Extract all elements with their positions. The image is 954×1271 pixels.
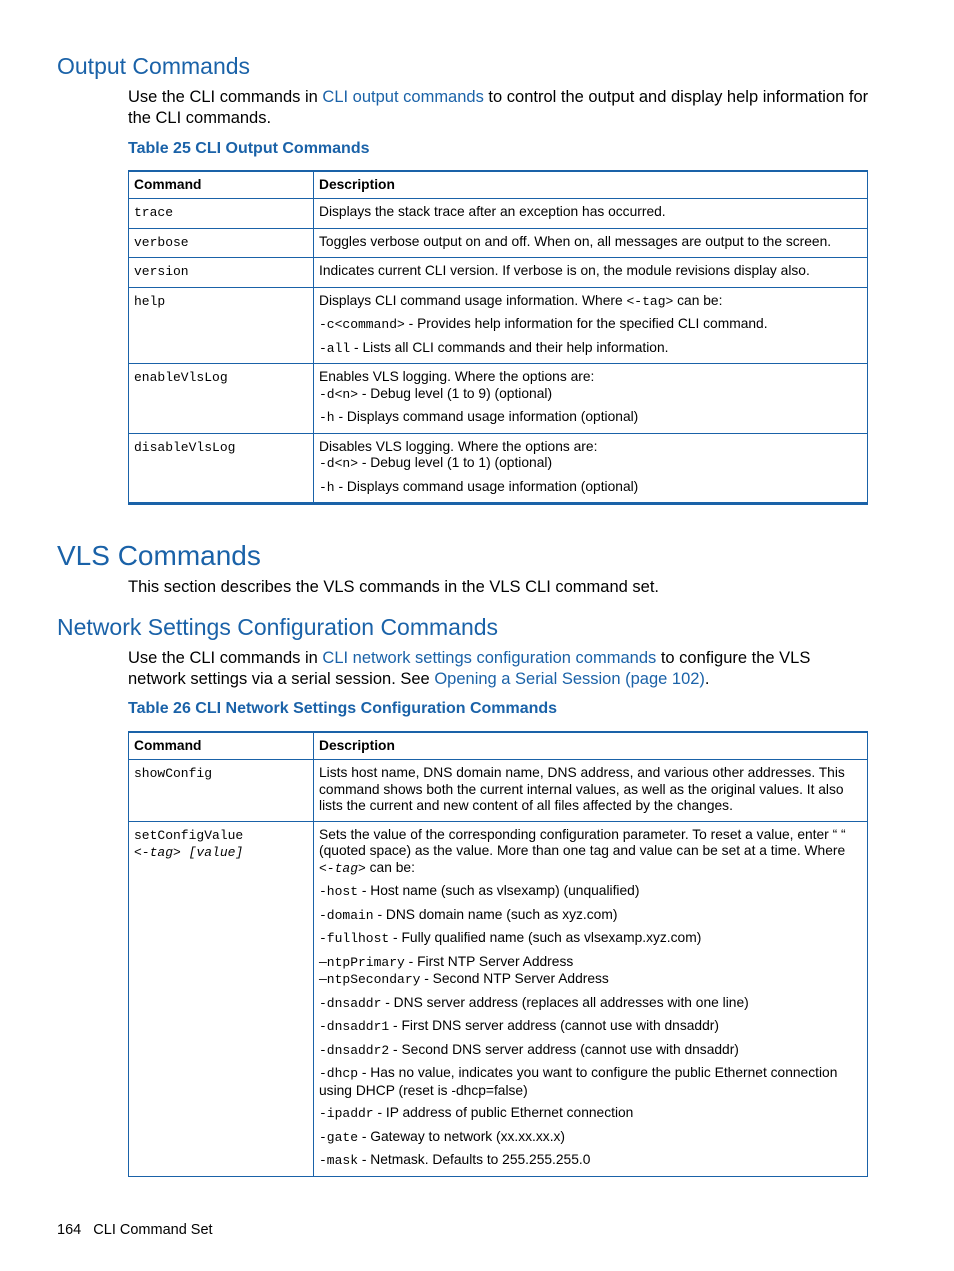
description-line xyxy=(319,479,862,497)
table-row xyxy=(129,760,868,822)
option-code: -all xyxy=(319,340,351,356)
intro-text-mid: to configure the VLS network settings via a serial session. See xyxy=(128,649,811,688)
description-line xyxy=(319,995,862,1013)
description-text: - Second DNS server address (cannot use with dnsaddr) xyxy=(389,1041,739,1057)
cli-output-commands-link[interactable]: CLI output commands xyxy=(322,88,484,106)
section-heading-vls-commands: VLS Commands xyxy=(57,540,261,571)
cli-network-settings-link[interactable]: CLI network settings configuration commands xyxy=(322,649,657,667)
command-name: help xyxy=(134,293,166,309)
description-line xyxy=(319,340,862,358)
vls-commands-intro: This section describes the VLS commands in the VLS CLI command set. xyxy=(128,578,659,596)
description-line xyxy=(319,1152,862,1170)
description-text: - Fully qualified name (such as vlsexamp.xyz.com) xyxy=(389,930,702,945)
description-line xyxy=(319,930,862,948)
table-row xyxy=(129,228,868,258)
command-cell xyxy=(129,199,314,229)
description-text: - Debug level (1 to 9) (optional) xyxy=(358,385,553,401)
option-code: -mask xyxy=(319,1153,359,1168)
description-text: can be: xyxy=(365,859,415,875)
description-line xyxy=(319,1065,862,1099)
command-name: trace xyxy=(134,205,174,220)
description-text: - Debug level (1 to 1) (optional) xyxy=(358,455,553,470)
option-code: -dhcp xyxy=(319,1066,359,1081)
description-cell xyxy=(314,760,868,822)
description-text: can be: xyxy=(673,292,723,308)
description-line xyxy=(319,1129,862,1147)
description-line xyxy=(319,1042,862,1060)
description-cell xyxy=(314,199,868,229)
description-cell xyxy=(314,287,868,364)
command-cell xyxy=(129,258,314,288)
option-code: -d<n> xyxy=(319,456,359,471)
description-text: - Provides help information for the specified CLI command. xyxy=(404,316,768,331)
command-cell xyxy=(129,364,314,434)
option-code: -dnsaddr2 xyxy=(319,1042,390,1058)
description-line xyxy=(319,883,862,901)
description-text: Sets the value of the corresponding configuration parameter. To reset a value, enter “ “ (quoted space) as the value. More than one tag and value can be set at a time. Where xyxy=(319,826,846,858)
description-text: - Lists all CLI commands and their help information. xyxy=(350,339,669,355)
option-code: <-tag> xyxy=(319,860,366,876)
command-cell xyxy=(129,821,314,1176)
option-code: -d<n> xyxy=(319,386,359,402)
footer-title: CLI Command Set xyxy=(93,1222,213,1238)
command-args: <-tag> [value] xyxy=(134,845,244,860)
description-text: - IP address of public Ethernet connection xyxy=(373,1105,634,1120)
description-line xyxy=(319,954,862,972)
description-line xyxy=(319,907,862,925)
option-code: -h xyxy=(319,410,335,425)
option-code: <-tag> xyxy=(626,293,674,309)
description-line xyxy=(319,1018,862,1036)
option-code: -domain xyxy=(319,907,374,923)
option-code: -gate xyxy=(319,1129,359,1145)
option-code: -dnsaddr1 xyxy=(319,1019,390,1034)
description-text: - Second NTP Server Address xyxy=(420,971,609,986)
description-text: - Host name (such as vlsexamp) (unqualified) xyxy=(358,883,640,898)
description-line xyxy=(319,316,862,334)
intro-text-cont: to control the output and display help information for the CLI commands. xyxy=(128,88,869,127)
description-text: Lists host name, DNS domain name, DNS address, and various other addresses. This command shows both the current internal values, as well as the original values. It also lists the current and new content of all files affected by the changes. xyxy=(319,765,845,813)
description-text: Toggles verbose output on and off. When on, all messages are output to the screen. xyxy=(319,233,832,249)
description-line xyxy=(319,369,862,386)
description-line xyxy=(319,293,862,311)
description-line xyxy=(319,204,862,221)
description-text: - Has no value, indicates you want to configure the public Ethernet connection using DHCP (reset is -dhcp=false) xyxy=(319,1065,838,1098)
description-text: - Displays command usage information (optional) xyxy=(334,478,639,494)
command-name: version xyxy=(134,264,189,279)
table-row xyxy=(129,199,868,229)
option-code: —ntpSecondary xyxy=(319,972,421,987)
command-name: enableVlsLog xyxy=(134,370,228,385)
option-code: —ntpPrimary xyxy=(319,954,405,970)
description-text: - Displays command usage information (optional) xyxy=(334,409,639,424)
output-commands-intro xyxy=(128,87,870,129)
description-text: Displays CLI command usage information. Where xyxy=(319,292,627,308)
command-cell xyxy=(129,228,314,258)
option-code: -ipaddr xyxy=(319,1106,374,1121)
command-name: verbose xyxy=(134,234,189,250)
description-text: Indicates current CLI version. If verbose is on, the module revisions display also. xyxy=(319,263,810,278)
cli-output-commands-table xyxy=(128,170,868,505)
section-heading-network-settings: Network Settings Configuration Commands xyxy=(57,614,499,640)
command-name: disableVlsLog xyxy=(134,439,236,455)
description-line xyxy=(319,263,862,280)
option-code: -c<command> xyxy=(319,317,405,332)
intro-text: Use the CLI commands in xyxy=(128,88,323,106)
column-header-description: Description xyxy=(314,171,868,199)
intro-text: Use the CLI commands in xyxy=(128,649,323,667)
command-name: setConfigValue xyxy=(134,827,244,843)
description-text: - Gateway to network (xx.xx.xx.x) xyxy=(358,1128,566,1144)
option-code: -h xyxy=(319,479,335,495)
description-text: Displays the stack trace after an exception has occurred. xyxy=(319,204,666,219)
description-cell xyxy=(314,258,868,288)
description-text: - First DNS server address (cannot use with dnsaddr) xyxy=(389,1018,719,1033)
description-cell xyxy=(314,228,868,258)
description-line xyxy=(319,234,862,251)
command-name: showConfig xyxy=(134,766,213,781)
table-row xyxy=(129,258,868,288)
command-cell xyxy=(129,433,314,504)
column-header-command: Command xyxy=(129,732,314,760)
description-line xyxy=(319,386,862,404)
description-line xyxy=(319,971,862,989)
network-settings-intro xyxy=(128,648,870,690)
page-footer xyxy=(57,1222,213,1238)
table-26-caption: Table 26 CLI Network Settings Configuration Commands xyxy=(128,700,558,717)
table-row xyxy=(129,433,868,504)
description-cell xyxy=(314,433,868,504)
option-code: -host xyxy=(319,884,359,899)
table-row xyxy=(129,364,868,434)
column-header-command: Command xyxy=(129,171,314,199)
description-cell xyxy=(314,364,868,434)
description-line xyxy=(319,439,862,456)
table-row xyxy=(129,821,868,1176)
intro-text-end: . xyxy=(704,670,710,688)
opening-serial-session-link[interactable]: Opening a Serial Session (page 102) xyxy=(434,670,705,688)
description-text: Disables VLS logging. Where the options are: xyxy=(319,438,598,454)
cli-network-settings-table xyxy=(128,731,868,1177)
option-code: -dnsaddr xyxy=(319,995,382,1011)
command-cell xyxy=(129,287,314,364)
description-text: Enables VLS logging. Where the options are: xyxy=(319,369,595,384)
column-header-description: Description xyxy=(314,732,868,760)
description-text: - DNS server address (replaces all addresses with one line) xyxy=(381,994,749,1010)
description-text: - DNS domain name (such as xyz.com) xyxy=(373,906,618,922)
description-line xyxy=(319,765,862,815)
description-text: - Netmask. Defaults to 255.255.255.0 xyxy=(358,1152,591,1167)
description-line xyxy=(319,827,862,878)
description-line xyxy=(319,1105,862,1123)
page-number: 164 xyxy=(57,1222,82,1238)
description-line xyxy=(319,455,862,473)
section-heading-output-commands: Output Commands xyxy=(57,53,251,79)
description-text: - First NTP Server Address xyxy=(404,953,574,969)
table-row xyxy=(129,287,868,364)
description-cell xyxy=(314,821,868,1176)
command-cell xyxy=(129,760,314,822)
table-25-caption: Table 25 CLI Output Commands xyxy=(128,140,370,157)
description-line xyxy=(319,409,862,427)
option-code: -fullhost xyxy=(319,931,390,946)
